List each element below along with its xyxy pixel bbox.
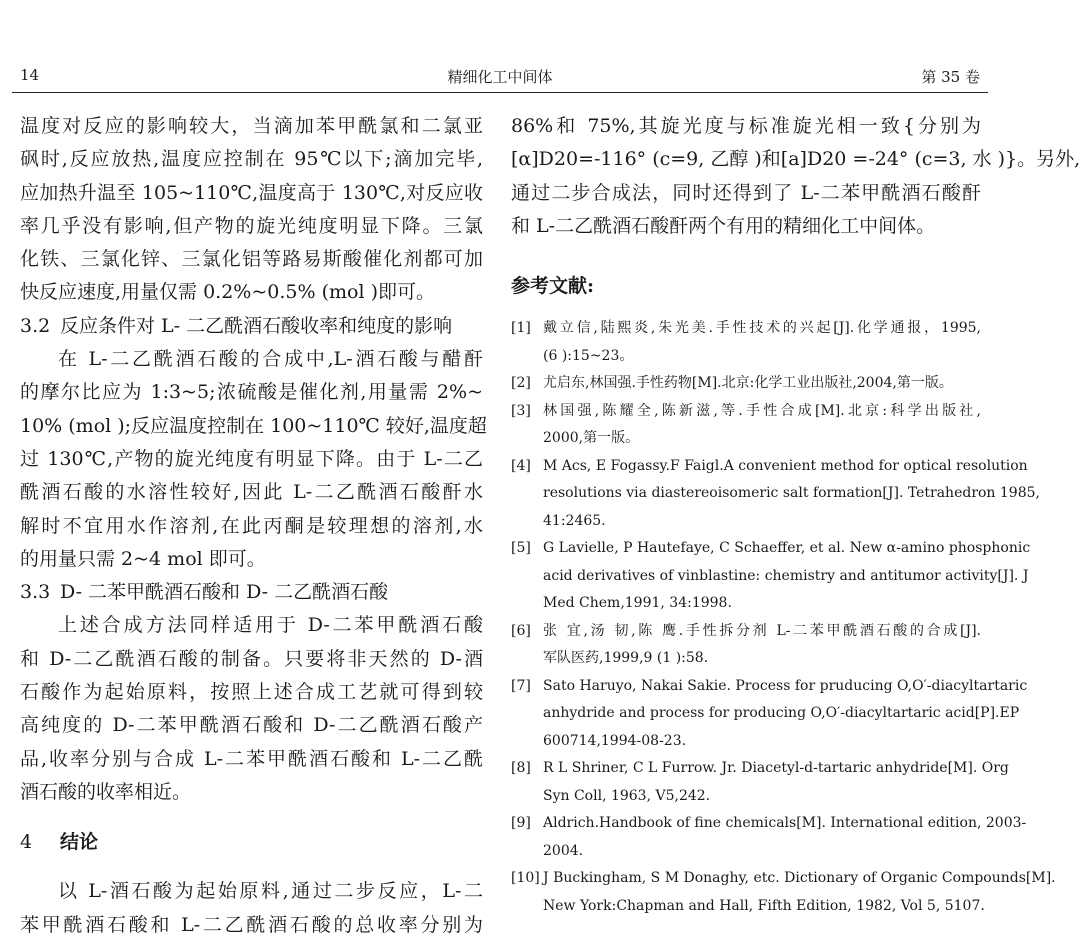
reference-line: 林国强,陈耀全,陈新滋,等.手性合成[M].北京:科学出版社, — [543, 402, 981, 419]
text-line: 酰酒石酸的水溶性较好,因此 L-二乙酰酒石酸酐水 — [20, 481, 483, 504]
reference-line: Syn Coll, 1963, V5,242. — [543, 787, 711, 804]
text-line: 化铁、三氯化锌、三氯化铝等路易斯酸催化剂都可加 — [20, 248, 483, 271]
reference-item — [511, 370, 981, 398]
text-line: 高纯度的 D-二苯甲酰酒石酸和 D-二乙酰酒石酸产 — [20, 714, 483, 737]
text-line: 温度对反应的影响较大，当滴加苯甲酰氯和二氯亚 — [20, 115, 483, 137]
reference-item — [511, 535, 1031, 618]
section-heading-3-2 — [20, 310, 483, 343]
section-number: 3.2 — [20, 314, 51, 337]
reference-number: [3] — [511, 402, 531, 419]
section-heading-4 — [20, 817, 483, 867]
reference-number: [7] — [511, 677, 531, 694]
paragraph-1 — [20, 110, 483, 310]
journal-title: 精细化工中间体 — [447, 68, 553, 86]
reference-number: [9] — [511, 815, 531, 832]
section-number: 4 — [20, 831, 33, 854]
reference-line: J Buckingham, S M Donaghy, etc. Dictionary of Organic Compounds[M]. — [543, 870, 1056, 887]
references-heading: 参考文献: — [511, 275, 595, 298]
reference-line: M Acs, E Fogassy.F Faigl.A convenient method for optical resolution — [543, 457, 1028, 474]
text-line: 品,收率分别与合成 L-二苯甲酰酒石酸和 L-二乙酰 — [20, 747, 483, 770]
paragraph-4 — [20, 875, 483, 942]
reference-line: Aldrich.Handbook of fine chemicals[M]. International edition, 2003- — [543, 815, 1027, 832]
reference-line: 41:2465. — [543, 512, 606, 529]
reference-list — [511, 315, 1056, 920]
reference-item — [511, 755, 1009, 810]
section-title: 结论 — [60, 831, 99, 854]
reference-number: [5] — [511, 540, 531, 557]
paragraph-3 — [20, 609, 483, 809]
text-line: 的用量只需 2~4 mol 即可。 — [20, 547, 266, 570]
reference-number: [8] — [511, 760, 531, 777]
reference-number: [4] — [511, 457, 531, 474]
reference-number: [2] — [511, 375, 531, 392]
text-line: 的摩尔比应为 1:3~5;浓硫酸是催化剂,用量需 2%~ — [20, 381, 483, 404]
text-line: 应加热升温至 105~110℃,温度高于 130℃,对反应收 — [20, 181, 483, 204]
paragraph-2 — [20, 343, 487, 576]
section-heading-3-3 — [20, 576, 483, 609]
reference-item — [511, 865, 1056, 920]
section-title: D- 二苯甲酰酒石酸和 D- 二乙酰酒石酸 — [60, 581, 389, 604]
reference-line: 军队医药,1999,9 (1 ):58. — [543, 650, 709, 667]
reference-item — [511, 398, 981, 453]
text-line: 石酸作为起始原料，按照上述合成工艺就可得到较 — [20, 681, 483, 704]
reference-line: (6 ):15~23。 — [543, 347, 634, 364]
text-line: 通过二步合成法，同时还得到了 L-二苯甲酰酒石酸酐 — [511, 181, 981, 204]
text-line: 86%和 75%,其旋光度与标准旋光相一致{分别为 — [511, 115, 981, 137]
text-line: 砜时,反应放热,温度应控制在 95℃以下;滴加完毕, — [20, 148, 483, 171]
reference-line: G Lavielle, P Hautefaye, C Schaeffer, et al. New α-amino phosphonic — [543, 540, 1031, 557]
reference-item — [511, 810, 1027, 865]
text-line: 快反应速度,用量仅需 0.2%~0.5% (mol )即可。 — [20, 281, 435, 304]
right-column — [511, 110, 1080, 920]
reference-number: [6] — [511, 622, 531, 639]
text-line: 苯甲酰酒石酸和 L-二乙酰酒石酸的总收率分别为 — [20, 913, 483, 936]
text-line: [α]D20=-116° (c=9, 乙醇 )和[a]D20 =-24° (c=3, 水 )}。另外, — [511, 148, 1080, 171]
reference-line: 戴立信,陆熙炎,朱光美.手性技术的兴起[J].化学通报，1995, — [543, 320, 981, 337]
text-line: 率几乎没有影响,但产物的旋光纯度明显下降。三氯 — [20, 214, 483, 237]
reference-line: 张 宜,汤 韧,陈 鹰.手性拆分剂 L-二苯甲酰酒石酸的合成[J]. — [543, 622, 981, 639]
reference-line: anhydride and process for producing O,O′-diacyltartaric acid[P].EP — [543, 705, 1020, 722]
reference-line: acid derivatives of vinblastine: chemistry and antitumor activity[J]. J — [543, 567, 1029, 584]
reference-line: 尤启东,林国强.手性药物[M].北京:化学工业出版社,2004,第一版。 — [543, 375, 953, 392]
text-line: 上述合成方法同样适用于 D-二苯甲酰酒石酸 — [58, 614, 483, 637]
text-line: 和 L-二乙酰酒石酸酐两个有用的精细化工中间体。 — [511, 214, 936, 237]
text-line: 10% (mol );反应温度控制在 100~110℃ 较好,温度超 — [20, 414, 487, 437]
text-line: 酒石酸的收率相近。 — [20, 780, 192, 803]
text-line: 在 L-二乙酰酒石酸的合成中,L-酒石酸与醋酐 — [58, 348, 483, 371]
reference-line: 2004. — [543, 842, 584, 859]
reference-line: 600714,1994-08-23. — [543, 732, 687, 749]
running-header — [0, 66, 1000, 88]
reference-line: R L Shriner, C L Furrow. Jr. Diacetyl-d-tartaric anhydride[M]. Org — [543, 760, 1009, 777]
text-line: 和 D-二乙酰酒石酸的制备。只要将非天然的 D-酒 — [20, 647, 483, 670]
section-title: 反应条件对 L- 二乙酰酒石酸收率和纯度的影响 — [60, 314, 453, 337]
reference-item — [511, 618, 981, 673]
header-rule — [12, 92, 988, 93]
reference-line: 2000,第一版。 — [543, 430, 640, 447]
page-number: 14 — [20, 66, 40, 84]
text-line: 以 L-酒石酸为起始原料,通过二步反应，L-二 — [58, 880, 483, 903]
reference-line: New York:Chapman and Hall, Fifth Edition, 1982, Vol 5, 5107. — [543, 897, 985, 914]
reference-item — [511, 453, 1040, 536]
reference-line: Med Chem,1991, 34:1998. — [543, 595, 732, 612]
reference-line: resolutions via diastereoisomeric salt formation[J]. Tetrahedron 1985, — [543, 485, 1040, 502]
reference-number: [1] — [511, 320, 531, 337]
reference-item — [511, 315, 981, 370]
section-number: 3.3 — [20, 581, 51, 604]
text-line: 过 130℃,产物的旋光纯度有明显下降。由于 L-二乙 — [20, 447, 483, 470]
left-column — [20, 110, 487, 942]
text-line: 解时不宜用水作溶剂,在此丙酮是较理想的溶剂,水 — [20, 514, 483, 537]
volume-label: 第 35 卷 — [921, 68, 980, 86]
conclusion-continued — [511, 110, 1080, 243]
reference-line: Sato Haruyo, Nakai Sakie. Process for pruducing O,O′-diacyltartaric — [543, 677, 1028, 694]
reference-item — [511, 673, 1028, 756]
reference-number: [10] — [511, 870, 540, 887]
